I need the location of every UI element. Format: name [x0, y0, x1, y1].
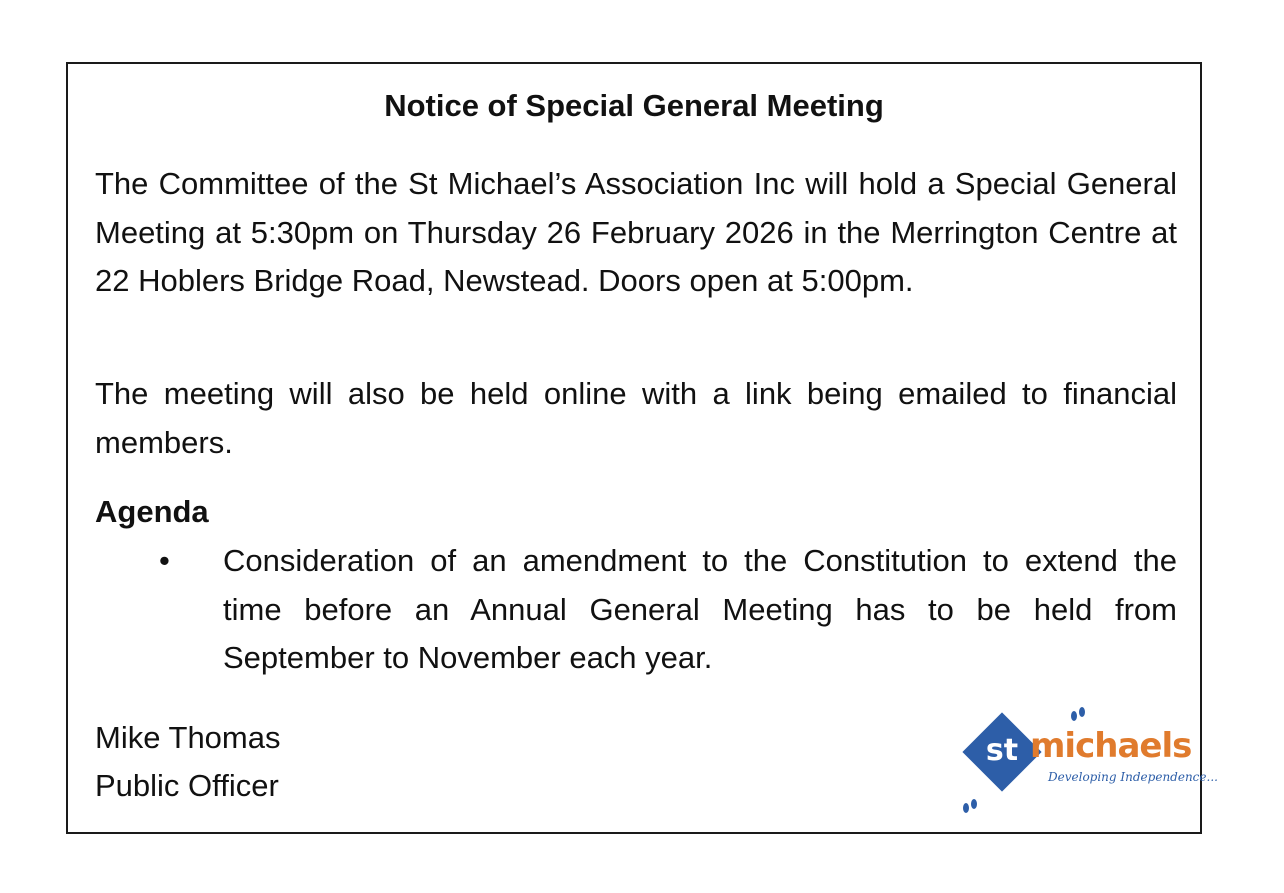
footprints-icon [960, 796, 980, 816]
st-michaels-logo [958, 704, 1218, 819]
online-meeting-paragraph: The meeting will also be held online with a link being emailed to financial members. [95, 376, 1177, 460]
logo-st-text: st [985, 733, 1019, 768]
notice-title: Notice of Special General Meeting [384, 88, 884, 123]
logo-tagline: Developing Independence... [1048, 770, 1218, 784]
agenda-item-text: Consideration of an amendment to the Constitution to extend the time before an Annual General Meeting has to be held from September to November each year. [223, 543, 1177, 675]
signature-block [95, 714, 281, 810]
signatory-role: Public Officer [95, 768, 279, 803]
agenda-heading: Agenda [95, 494, 209, 529]
bullet-icon: • [159, 543, 170, 578]
notice-box [66, 62, 1218, 834]
signatory-name: Mike Thomas [95, 720, 281, 755]
agenda-list [95, 537, 1177, 683]
logo-name-text: michaels [1030, 726, 1192, 766]
agenda-item [95, 537, 1177, 683]
meeting-details-paragraph: The Committee of the St Michael’s Association Inc will hold a Special General Meeting at 5:30pm on Thursday 26 February 2026 in the Merrington Centre at 22 Hoblers Bridge Road, Newstead. Doors open at 5:00pm. [95, 166, 1177, 298]
footprints-icon [1068, 704, 1088, 724]
